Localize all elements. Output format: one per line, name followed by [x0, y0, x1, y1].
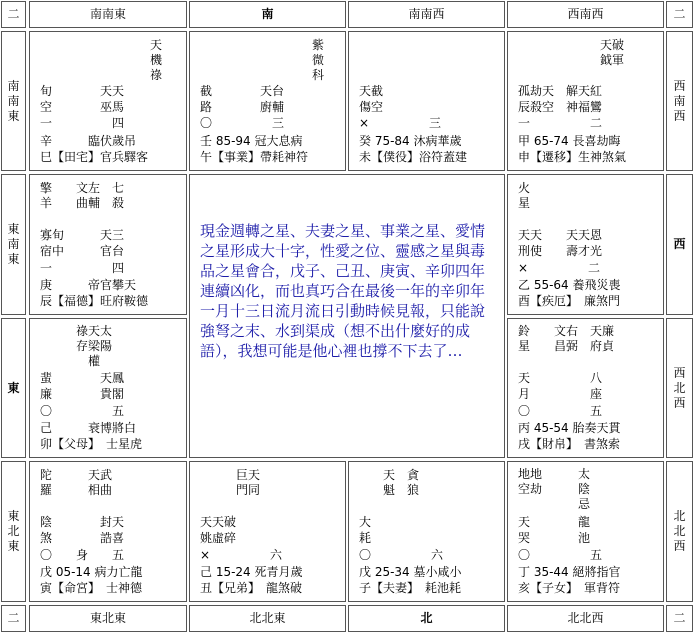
palace-chou — [189, 461, 346, 602]
star-line: 己 衰博將白 — [40, 421, 137, 435]
star-line: 〇 六 — [359, 548, 444, 562]
direction-label: 南南東 — [7, 78, 20, 123]
corner-label: 二 — [673, 7, 686, 21]
star-line: 寡旬 天三 — [40, 228, 125, 242]
star-line: 丙 45-54 胎奏天貫 — [518, 421, 621, 435]
star-line: 哭 池 — [518, 531, 591, 545]
star-line: 庚 帝官攀天 — [40, 278, 137, 292]
direction-label: 南南西 — [408, 7, 445, 21]
star-line: 一 四 — [40, 261, 125, 275]
star-line: 辛 臨伏歲吊 — [40, 134, 137, 148]
star-line: 月 座 — [518, 387, 603, 401]
star-line: 煞 誥喜 — [40, 531, 125, 545]
star-line: 科 — [312, 68, 325, 82]
palace-name-line: 寅【命宮】 士神德 — [40, 581, 143, 595]
star-line: 門同 — [200, 483, 261, 497]
palace-shen — [507, 31, 664, 171]
star-line: × 六 — [200, 548, 283, 562]
star-line: 天 龍 — [518, 515, 591, 529]
star-line: 天天破 — [200, 515, 237, 529]
direction-label: 南 — [261, 7, 274, 21]
star-line: 姚虛碎 — [200, 531, 237, 545]
direction-label: 東北東 — [89, 611, 126, 625]
star-line: 宿中 官台 — [40, 244, 125, 258]
palace-name-line: 未【僕役】浴符蓋建 — [359, 150, 468, 164]
direction-label: 東 — [7, 380, 20, 395]
star-line: 天 八 — [518, 371, 603, 385]
top-direction-2 — [189, 1, 346, 28]
palace-zi — [348, 461, 505, 602]
palace-chen — [29, 174, 187, 315]
palace-name-line: 申【遷移】生神煞氣 — [518, 150, 627, 164]
direction-label: 北北西 — [567, 611, 604, 625]
star-line: 天 — [150, 38, 163, 52]
star-line: 鈴 文右 天廉 — [518, 324, 615, 338]
star-line: 天破 — [600, 38, 625, 52]
star-line: 丁 35-44 絕將指官 — [518, 565, 621, 579]
star-line: 旬 天天 — [40, 84, 125, 98]
star-line: 天截 — [359, 84, 384, 98]
center-commentary — [189, 174, 505, 458]
star-line: 傷空 — [359, 100, 384, 114]
star-line: 羅 相曲 — [40, 483, 113, 497]
star-line: 祿天太 — [40, 324, 113, 338]
star-line: 〇 五 — [518, 548, 603, 562]
star-line: 廉 貴閣 — [40, 387, 125, 401]
top-direction-3 — [348, 1, 505, 28]
palace-name-line: 子【夫妻】 耗池耗 — [359, 581, 462, 595]
star-line: 壬 85-94 冠大息病 — [200, 134, 303, 148]
star-line: 魁 狼 — [359, 483, 420, 497]
left-direction-4 — [1, 461, 26, 602]
corner-top-left — [1, 1, 26, 28]
star-line: 巨天 — [200, 468, 261, 482]
star-line: 天 貪 — [359, 468, 420, 482]
direction-label: 西南西 — [673, 78, 686, 123]
direction-label: 北北西 — [673, 509, 686, 553]
star-line: 耗 — [359, 531, 372, 545]
palace-name-line: 辰【福德】旺府鞍德 — [40, 294, 149, 308]
left-direction-3 — [1, 318, 26, 458]
star-line: × 三 — [359, 116, 442, 130]
star-line: 微 — [312, 53, 325, 67]
top-direction-1 — [29, 1, 187, 28]
star-line: 刑使 壽才光 — [518, 244, 603, 258]
corner-bottom-left — [1, 605, 26, 632]
palace-name-line: 亥【子女】 軍背符 — [518, 581, 621, 595]
star-line: 紫 — [312, 38, 325, 52]
star-line: 一 四 — [40, 116, 125, 130]
star-line: 星 — [518, 196, 531, 210]
corner-label: 二 — [7, 7, 20, 21]
palace-name-line: 丑【兄弟】 龍煞破 — [200, 581, 303, 595]
right-direction-3 — [666, 318, 693, 458]
star-line: 〇 五 — [40, 404, 125, 418]
palace-you — [507, 174, 664, 315]
corner-label: 二 — [7, 611, 20, 625]
star-line: 戊 25-34 墓小咸小 — [359, 565, 462, 579]
star-line: 天天 天天恩 — [518, 228, 603, 242]
direction-label: 南南東 — [89, 7, 126, 21]
star-line: 孤劫天 解天紅 — [518, 84, 603, 98]
star-line: 地地 太 — [518, 467, 591, 481]
direction-label: 西北西 — [673, 365, 686, 410]
star-line: 機 — [150, 53, 163, 67]
star-line: 一 二 — [518, 116, 603, 130]
corner-label: 二 — [673, 611, 686, 625]
star-line: 大 — [359, 515, 372, 529]
star-line: 擎 文左 七 — [40, 181, 125, 195]
bottom-direction-3 — [348, 605, 505, 632]
palace-hai — [507, 461, 664, 602]
star-line: 權 — [40, 354, 101, 368]
star-line: 鉞軍 — [600, 53, 625, 67]
star-line: 乙 55-64 養飛災喪 — [518, 278, 621, 292]
star-line: 羊 曲輔 殺 — [40, 196, 125, 210]
commentary-text: 現金週轉之星、夫妻之星、事業之星、愛情之星形成大十字，性愛之位、靈感之星與毒品之星會合，戊子、己丑、庚寅、辛卯四年連續凶化，而也真巧合在最後一年的辛卯年一月十三日流月流日引動時候見報，只能說強弩之末、水到渠成（想不出什麼好的成語），我想可能是他心裡也撐不下去了… — [200, 222, 486, 360]
palace-si — [29, 31, 187, 171]
star-line: 陀 天武 — [40, 468, 113, 482]
palace-name-line: 卯【父母】 士星虎 — [40, 437, 143, 451]
star-line: 辰殺空 神福鸞 — [518, 100, 603, 114]
star-line: 存梁陽 — [40, 339, 113, 353]
top-direction-4 — [507, 1, 664, 28]
palace-wei — [348, 31, 505, 171]
star-line: 蜚 天鳳 — [40, 371, 125, 385]
palace-name-line: 午【事業】帶耗神符 — [200, 150, 309, 164]
bottom-direction-4 — [507, 605, 664, 632]
star-line: 空劫 陰 — [518, 482, 591, 496]
left-direction-2 — [1, 174, 26, 315]
direction-label: 東南東 — [7, 222, 20, 266]
star-line: 己 15-24 死青月歲 — [200, 565, 303, 579]
right-direction-4 — [666, 461, 693, 602]
star-line: 〇 身 五 — [40, 548, 125, 562]
star-line: 空 巫馬 — [40, 100, 125, 114]
palace-name-line: 戌【財帛】 書煞索 — [518, 437, 621, 451]
corner-top-right — [666, 1, 693, 28]
star-line: 〇 三 — [200, 116, 285, 130]
star-line: 星 昌弼 府貞 — [518, 339, 615, 353]
right-direction-1 — [666, 31, 693, 171]
palace-wu — [189, 31, 346, 171]
bottom-direction-1 — [29, 605, 187, 632]
corner-bottom-right — [666, 605, 693, 632]
direction-label: 東北東 — [7, 509, 20, 553]
star-line: 路 廚輔 — [200, 100, 285, 114]
star-line: 〇 五 — [518, 404, 603, 418]
star-line: 忌 — [518, 497, 591, 511]
right-direction-2 — [666, 174, 693, 315]
palace-name-line: 酉【疾厄】 廉煞門 — [518, 294, 621, 308]
direction-label: 北 — [420, 611, 433, 625]
palace-xu — [507, 318, 664, 458]
star-line: 截 天台 — [200, 84, 285, 98]
star-line: 戊 05-14 病力亡龍 — [40, 565, 143, 579]
palace-name-line: 巳【田宅】官兵驛客 — [40, 150, 149, 164]
star-line: 祿 — [150, 68, 163, 82]
direction-label: 西 — [673, 237, 686, 251]
direction-label: 北北東 — [249, 611, 286, 625]
star-line: 甲 65-74 長喜劫晦 — [518, 134, 621, 148]
palace-mao — [29, 318, 187, 458]
direction-label: 西南西 — [567, 7, 604, 21]
left-direction-1 — [1, 31, 26, 171]
bottom-direction-2 — [189, 605, 346, 632]
palace-yin — [29, 461, 187, 602]
star-line: × 二 — [518, 261, 601, 275]
star-line: 陰 封天 — [40, 515, 125, 529]
star-line: 火 — [518, 181, 531, 195]
star-line: 癸 75-84 沐病華歲 — [359, 134, 462, 148]
